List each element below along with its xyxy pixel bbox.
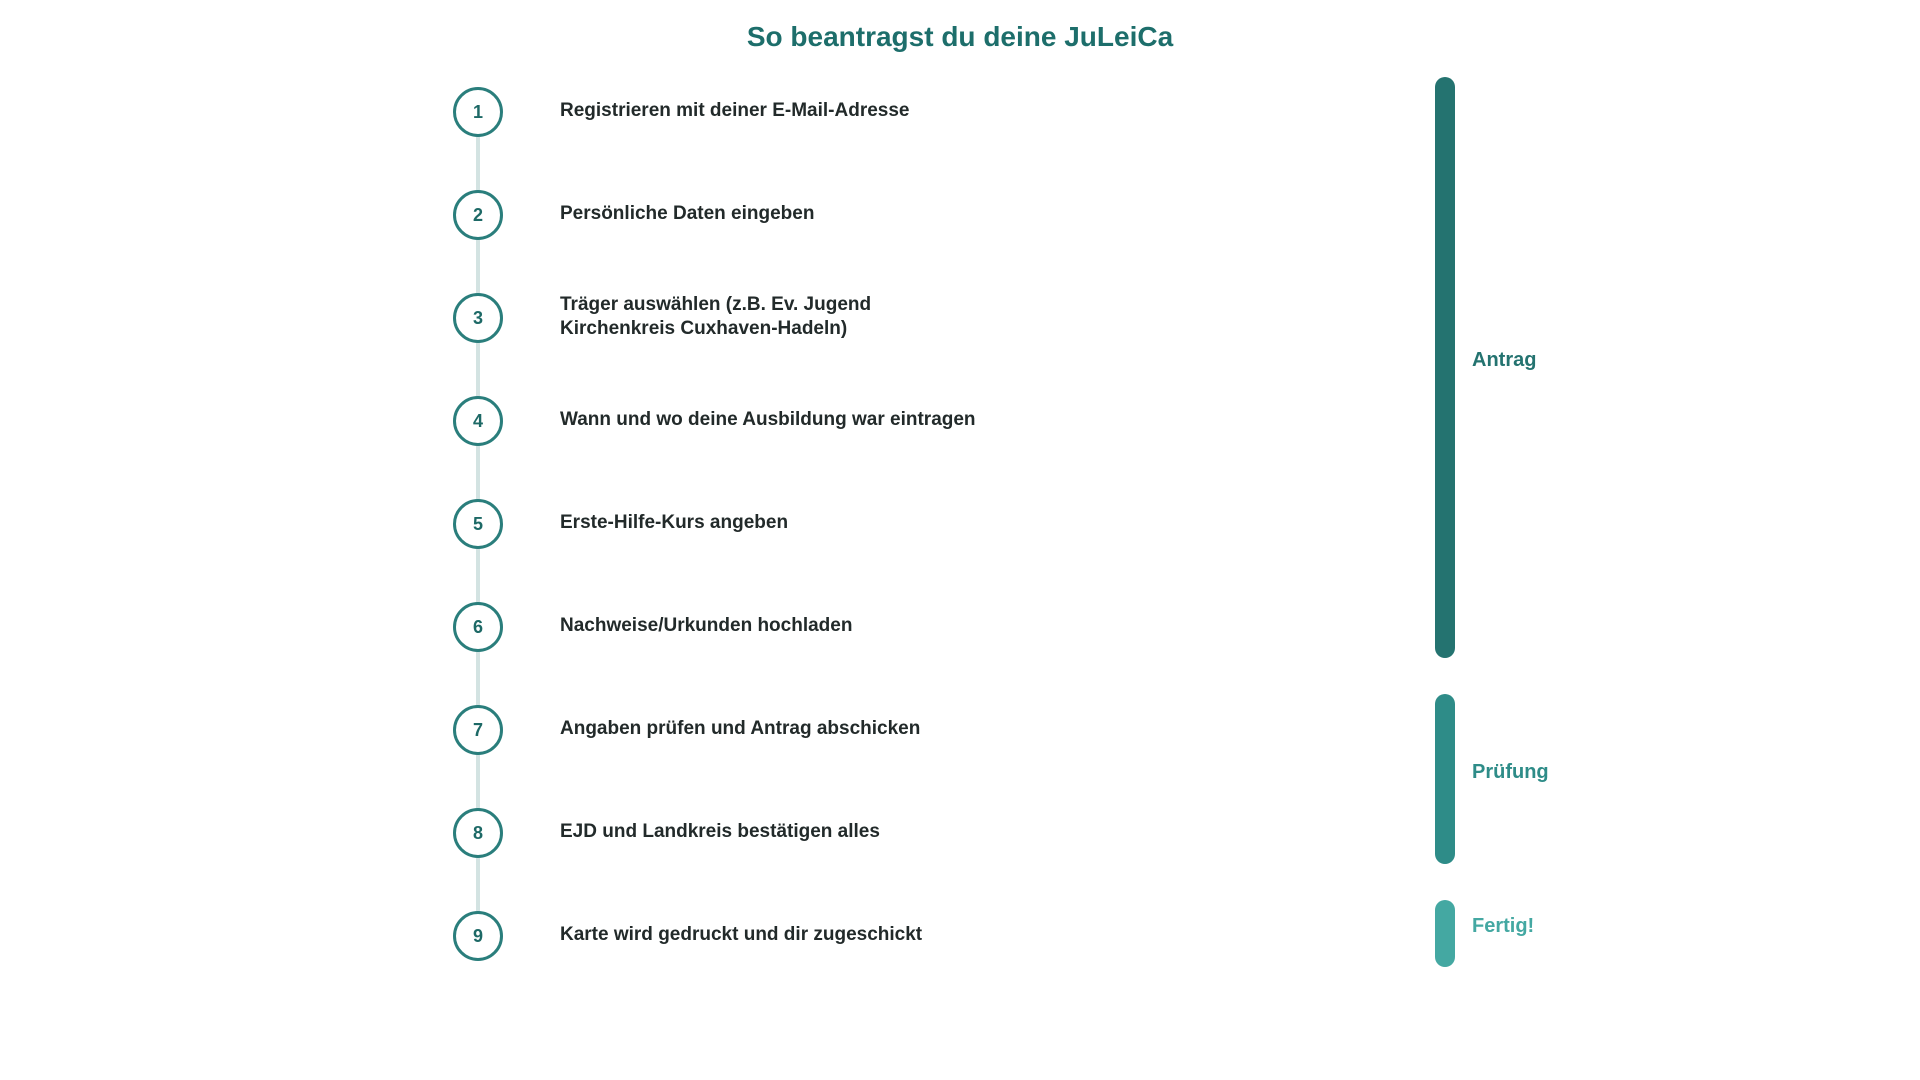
step-number-circle: 6 xyxy=(453,602,503,652)
step-number-circle: 3 xyxy=(453,293,503,343)
step-number-circle: 8 xyxy=(453,808,503,858)
step-label: Registrieren mit deiner E-Mail-Adresse xyxy=(560,100,910,121)
step-connector xyxy=(476,237,480,297)
step-label: Persönliche Daten eingeben xyxy=(560,203,815,224)
step-connector xyxy=(476,649,480,709)
phase-bar-pruefung xyxy=(1435,694,1455,864)
step-1 xyxy=(0,87,1200,135)
step-label: Erste-Hilfe-Kurs angeben xyxy=(560,512,789,533)
step-number-circle: 5 xyxy=(453,499,503,549)
step-9 xyxy=(0,911,1200,959)
step-connector xyxy=(476,340,480,400)
phase-label-fertig: Fertig! xyxy=(1472,915,1535,937)
step-connector xyxy=(476,134,480,194)
step-4 xyxy=(0,396,1200,444)
step-label: Angaben prüfen und Antrag abschicken xyxy=(560,718,921,739)
step-connector xyxy=(476,443,480,503)
step-5 xyxy=(0,499,1200,547)
step-label: Nachweise/Urkunden hochladen xyxy=(560,615,853,636)
step-3 xyxy=(0,293,1200,341)
phase-label-antrag: Antrag xyxy=(1472,349,1537,371)
step-number-circle: 7 xyxy=(453,705,503,755)
step-label: EJD und Landkreis bestätigen alles xyxy=(560,821,880,842)
step-number-circle: 1 xyxy=(453,87,503,137)
step-7 xyxy=(0,705,1200,753)
step-2 xyxy=(0,190,1200,238)
diagram-title: So beantragst du deine JuLeiCa xyxy=(746,21,1174,52)
step-number-circle: 4 xyxy=(453,396,503,446)
phase-label-pruefung: Prüfung xyxy=(1472,761,1549,783)
step-connector xyxy=(476,752,480,812)
step-label: Karte wird gedruckt und dir zugeschickt xyxy=(560,924,923,945)
step-label: Träger auswählen (z.B. Ev. Jugend Kirchenkreis Cuxhaven-Hadeln) xyxy=(560,294,872,339)
step-number-circle: 9 xyxy=(453,911,503,961)
step-6 xyxy=(0,602,1200,650)
phase-bar-antrag xyxy=(1435,77,1455,658)
step-connector xyxy=(476,546,480,606)
step-label: Wann und wo deine Ausbildung war eintragen xyxy=(560,409,976,430)
step-connector xyxy=(476,855,480,915)
phase-bar-fertig xyxy=(1435,900,1455,967)
step-8 xyxy=(0,808,1200,856)
step-number-circle: 2 xyxy=(453,190,503,240)
